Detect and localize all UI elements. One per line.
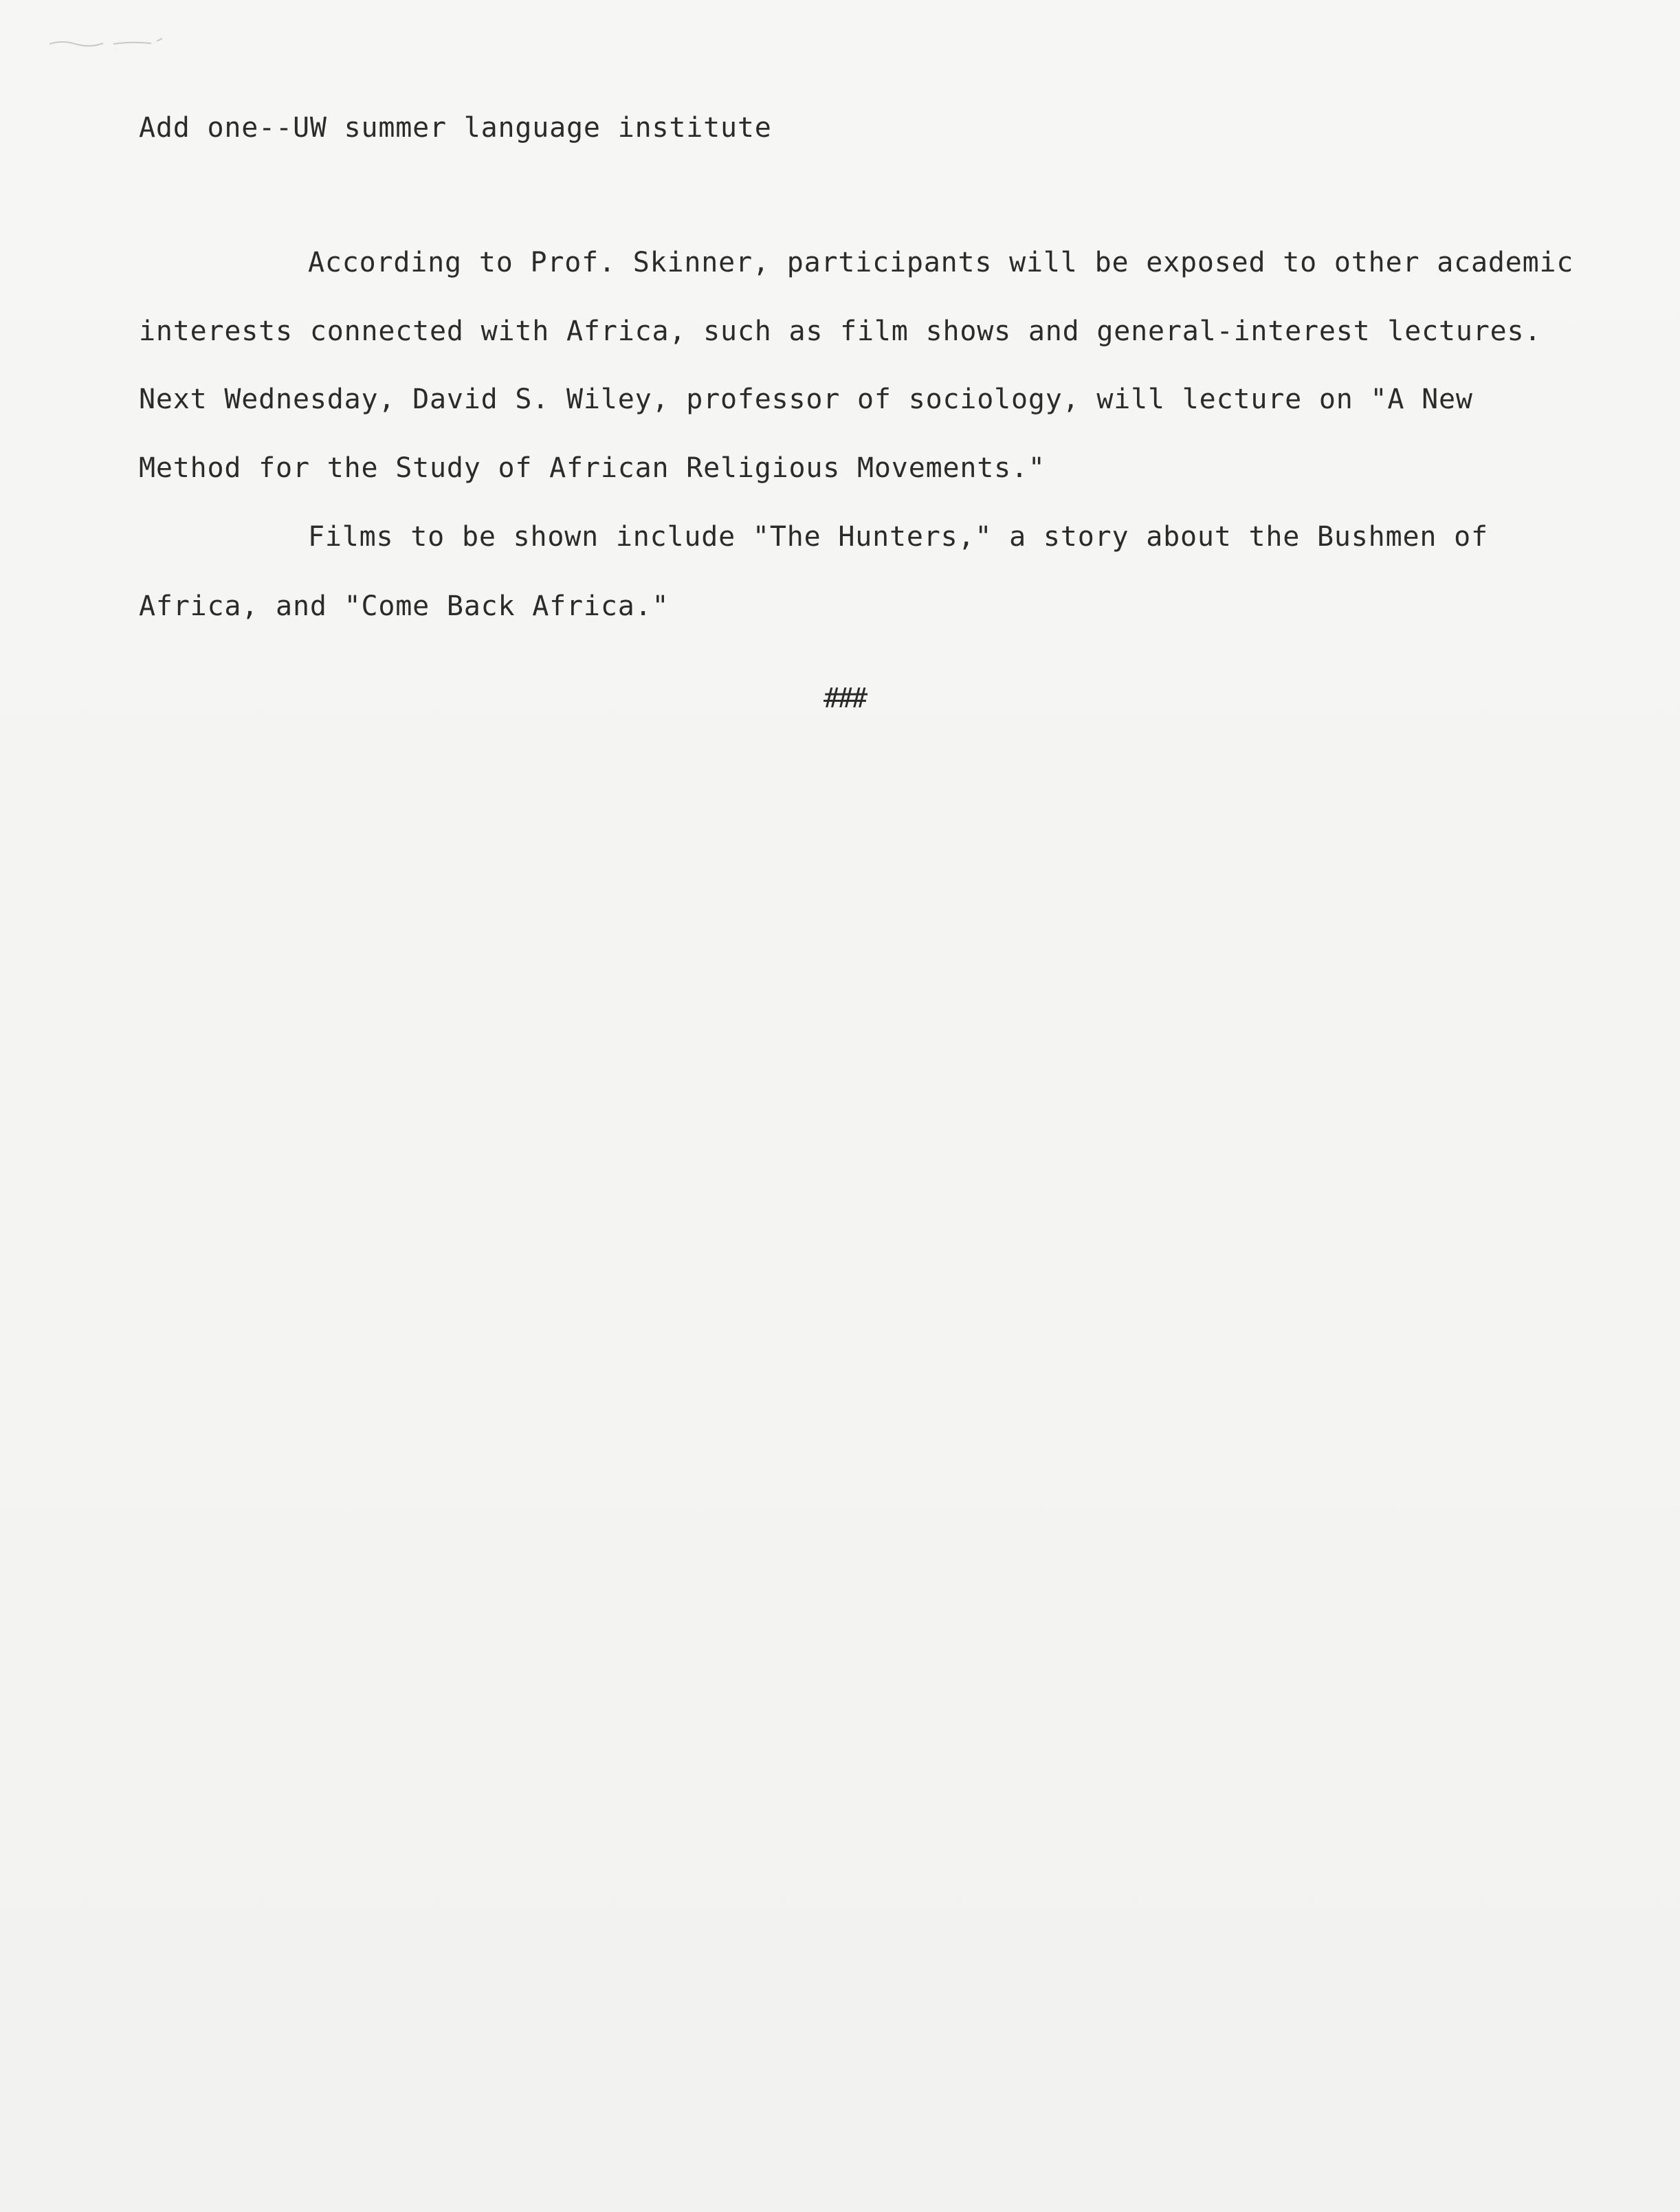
- body-line-3: Next Wednesday, David S. Wiley, professor of sociology, will lecture on "A New: [139, 384, 1473, 415]
- slug-line: Add one--UW summer language institute: [139, 112, 772, 144]
- body-line-6: Africa, and "Come Back Africa.": [139, 590, 670, 622]
- body-line-1: According to Prof. Skinner, participants will be exposed to other academic: [308, 247, 1574, 278]
- body-line-5: Films to be shown include "The Hunters," a story about the Bushmen of: [308, 521, 1488, 553]
- body-line-2: interests connected with Africa, such as film shows and general-interest lectures.: [139, 316, 1542, 347]
- body-line-4: Method for the Study of African Religious Movements.": [139, 452, 1046, 484]
- end-mark: ###: [824, 683, 865, 714]
- page-smudge-mark: [48, 37, 165, 49]
